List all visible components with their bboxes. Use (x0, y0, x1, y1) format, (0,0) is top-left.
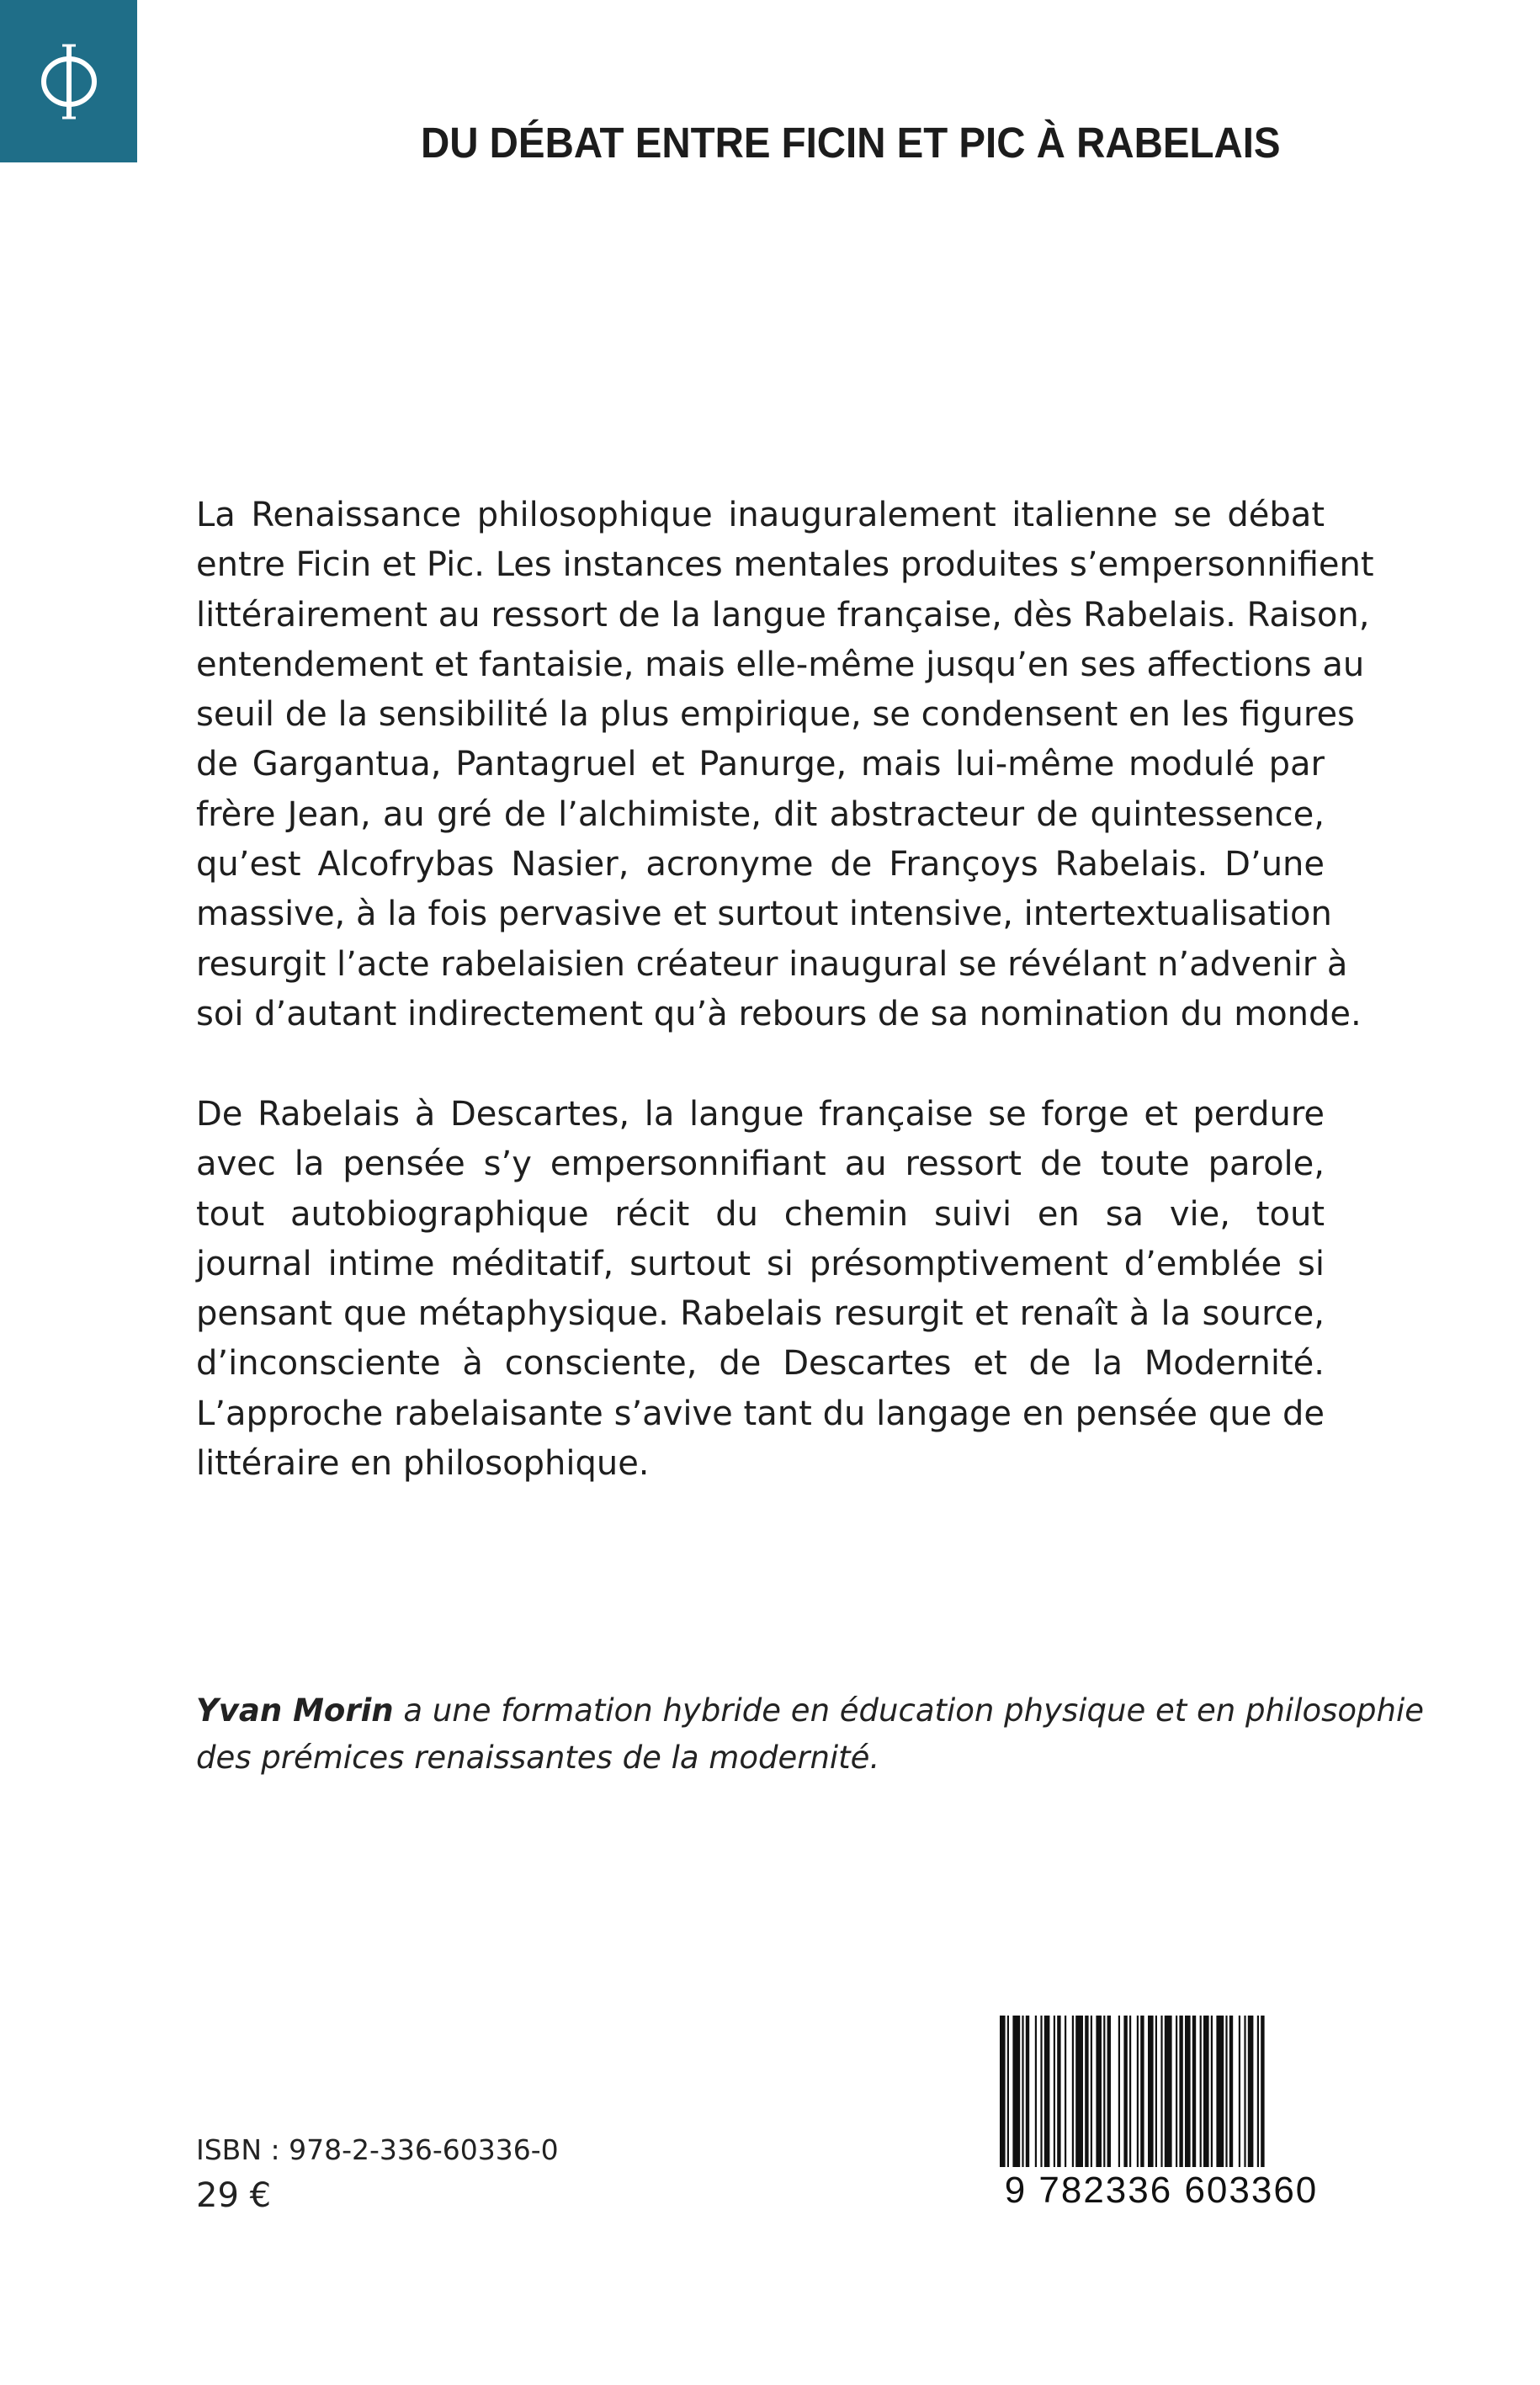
phi-icon (31, 35, 107, 128)
paragraph-2-line: d’inconsciente à consciente, de Descartes et de la Modernité. (196, 1344, 1325, 1384)
paragraph-1-line: massive, à la fois pervasive et surtout intensive, intertextualisation (196, 895, 1332, 934)
paragraph-1-line: La Renaissance philosophique inauguralement italienne se débat (196, 496, 1325, 534)
paragraph-1-line: resurgit l’acte rabelaisien créateur inaugural se révélant n’advenir à (196, 944, 1348, 984)
author-name: Yvan Morin (196, 1692, 394, 1729)
paragraph-2-line: journal intime méditatif, surtout si présomptivement d’emblée si (196, 1244, 1325, 1283)
paragraph-2-line: tout autobiographique récit du chemin suivi en sa vie, tout (196, 1194, 1325, 1234)
paragraph-2-line: pensant que métaphysique. Rabelais resurgit et renaît à la source, (196, 1294, 1325, 1334)
paragraph-1-line: soi d’autant indirectement qu’à rebours de sa nomination du monde. (196, 994, 1362, 1033)
book-title: DU DÉBAT ENTRE FICIN ET PIC À RABELAIS (421, 119, 1281, 167)
paragraph-1-line: entre Ficin et Pic. Les instances mentales produites s’empersonnifient (196, 545, 1374, 585)
summary-paragraph-2 (196, 1090, 1325, 1489)
bio-line-1 (196, 1687, 1425, 1734)
paragraph-1-line: de Gargantua, Pantagruel et Panurge, mais lui-même modulé par (196, 745, 1325, 784)
paragraph-2-line: littéraire en philosophique. (196, 1444, 650, 1484)
paragraph-2-line: L’approche rabelaisante s’avive tant du langage en pensée que de (196, 1394, 1325, 1433)
bio-line-1-text: a une formation hybride en éducation physique et en philosophie (393, 1692, 1425, 1729)
barcode-icon (993, 2016, 1330, 2175)
paragraph-1-line: seuil de la sensibilité la plus empirique, se condensent en les figures (196, 695, 1355, 735)
publisher-logo (0, 0, 137, 162)
paragraph-1-line: frère Jean, au gré de l’alchimiste, dit abstracteur de quintessence, (196, 794, 1325, 834)
paragraph-1-line: qu’est Alcofrybas Nasier, acronyme de Françoys Rabelais. D’une (196, 845, 1325, 884)
paragraph-1-line: entendement et fantaisie, mais elle-même jusqu’en ses affections au (196, 645, 1365, 684)
paragraph-1-line: littérairement au ressort de la langue française, dès Rabelais. Raison, (196, 595, 1370, 635)
bio-line-2: des prémices renaissantes de la modernité. (196, 1740, 880, 1776)
price: 29 € (196, 2176, 272, 2215)
paragraph-2-line: avec la pensée s’y empersonnifiant au ressort de toute parole, (196, 1145, 1325, 1184)
paragraph-2-line: De Rabelais à Descartes, la langue française se forge et perdure (196, 1095, 1325, 1134)
barcode-digits: 9 782336 603360 (989, 2170, 1334, 2212)
isbn: ISBN : 978-2-336-60336-0 (196, 2133, 559, 2166)
author-bio (196, 1687, 1425, 1782)
summary-paragraph-1 (196, 491, 1374, 1039)
